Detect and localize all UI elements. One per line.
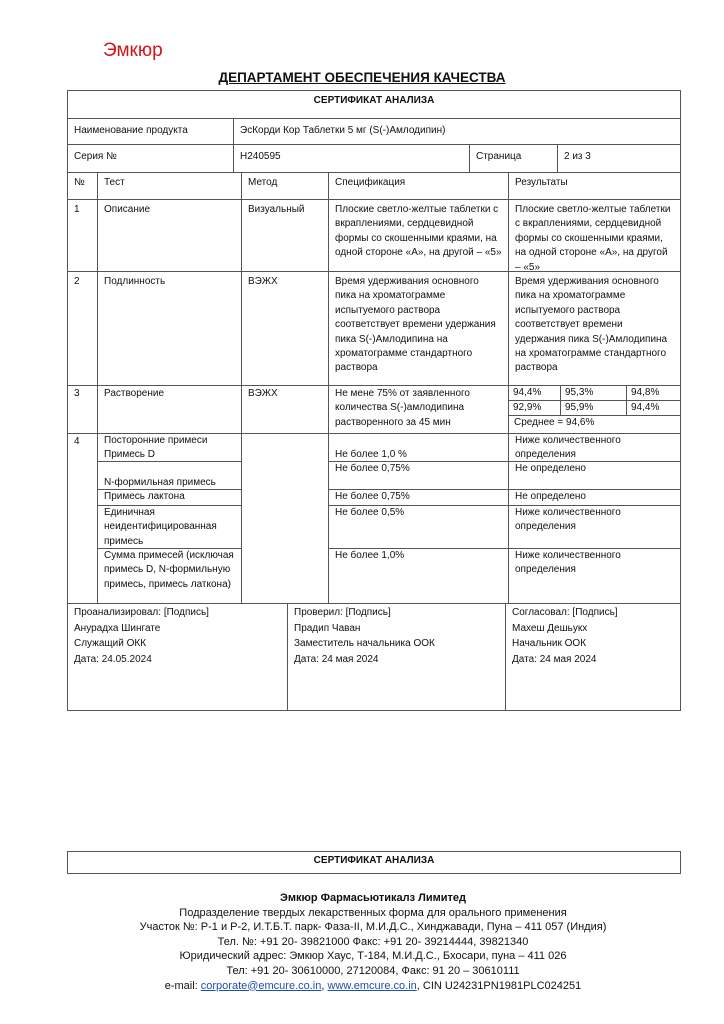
header-results: Результаты — [508, 172, 681, 200]
signature-name: Махеш Дешьукх — [512, 622, 588, 634]
impurity-test: Единичная неидентифицированная примесь — [97, 505, 242, 549]
email-link[interactable]: corporate@emcure.co.in — [200, 979, 322, 992]
dissolution-value: 92,9% — [508, 400, 561, 416]
row-spec: Плоские светло-желтые таблетки с вкраплениями, сердцевидной формы со скошенными краями, на одной стороне «А», на другой – «5» — [328, 199, 509, 272]
signature-date: Дата: 24 мая 2024 — [294, 653, 379, 665]
row-spec: Не мене 75% от заявленного количества S(-)амлодипина растворенного за 45 мин — [328, 385, 509, 434]
company-logo: Эмкюр — [103, 40, 163, 61]
footer — [0, 891, 724, 993]
footer-contacts — [0, 979, 724, 994]
row-test: Растворение — [97, 385, 242, 434]
signature-title: Заместитель начальника ООК — [294, 638, 435, 649]
dissolution-value: 94,4% — [626, 400, 681, 416]
footer-phone: Тел. №: +91 20- 39821000 Факс: +91 20- 39214444, 39821340 — [217, 935, 529, 948]
impurity-test: Посторонние примеси Примесь D — [97, 433, 242, 462]
signature-title: Служащий ОКК — [74, 638, 147, 649]
impurity-spec: Не более 0,75% — [328, 489, 509, 506]
row-result: Время удерживания основного пика на хроматограмме испытуемого раствора соответствует времени удержания пика S(-)Амлодипина на хроматограмме стандартного раствора — [508, 271, 681, 386]
header-no: № — [67, 172, 98, 200]
footer-certificate-title: СЕРТИФИКАТ АНАЛИЗА — [67, 851, 681, 874]
signature-checked — [287, 603, 506, 711]
dissolution-average: Среднее = 94,6% — [514, 417, 595, 428]
row-result: Плоские светло-желтые таблетки с вкраплениями, сердцевидной формы со скошенными краями, на одной стороне «А», на другой – «5» — [508, 199, 681, 272]
impurity-result: Не определено — [508, 489, 681, 506]
row-no: 4 — [67, 433, 98, 604]
impurity-result: Ниже количественного определения — [508, 548, 681, 604]
header-spec: Спецификация — [328, 172, 509, 200]
footer-legal-address: Юридический адрес: Эмкюр Хаус, Т-184, М.И.Д.С., Бхосари, пуна – 411 026 — [179, 950, 567, 963]
row-no: 2 — [67, 271, 98, 386]
row-method: Визуальный — [241, 199, 329, 272]
row-method: ВЭЖХ — [241, 271, 329, 386]
row-no: 3 — [67, 385, 98, 434]
email-prefix: e-mail: — [164, 979, 201, 992]
cin: , CIN U24231PN1981PLC024251 — [416, 979, 582, 992]
dissolution-value: 95,9% — [560, 400, 627, 416]
row-method: ВЭЖХ — [241, 385, 329, 434]
impurity-test: Примесь лактона — [97, 489, 242, 506]
signature-date: Дата: 24.05.2024 — [74, 653, 152, 665]
website-link[interactable]: www.emcure.co.in — [327, 979, 417, 992]
page-value: 2 из 3 — [557, 144, 681, 173]
department-title: ДЕПАРТАМЕНТ ОБЕСПЕЧЕНИЯ КАЧЕСТВА — [218, 70, 506, 85]
page-label: Страница — [469, 144, 558, 173]
impurity-result: Ниже количественного определения — [508, 505, 681, 549]
impurity-spec: Не более 1,0% — [328, 548, 509, 604]
row-spec: Время удерживания основного пика на хроматограмме испытуемого раствора соответствует времени удержания пика S(-)Амлодипина на хроматограмме стандартного раствора — [328, 271, 509, 386]
impurity-result: Ниже количественного определения — [508, 433, 681, 462]
separator: , — [321, 979, 328, 992]
footer-company: Эмкюр Фармасьютикалз Лимитед — [280, 892, 466, 904]
impurity-spec: Не более 0,5% — [328, 505, 509, 549]
impurity-result: Не определено — [508, 461, 681, 490]
signature-analyzed — [67, 603, 288, 711]
impurity-spec: Не более 1,0 % — [328, 433, 509, 462]
dissolution-value: 94,8% — [626, 385, 681, 401]
header-method: Метод — [241, 172, 329, 200]
header-test: Тест — [97, 172, 242, 200]
signature-title: Начальник ООК — [512, 638, 587, 649]
row-no: 1 — [67, 199, 98, 272]
impurity-test: Сумма примесей (исключая примесь D, N-формильную примесь, примесь латкона) — [97, 548, 242, 604]
signature-role: Проанализировал: [Подпись] — [74, 607, 209, 618]
series-value: H240595 — [233, 144, 470, 173]
footer-address: Участок №: P-1 и P-2, И.Т.Б.Т. парк- Фаза-II, М.И.Д.С., Хинджавади, Пуна – 411 057 (Индия) — [139, 921, 607, 934]
impurity-spec: Не более 0,75% — [328, 461, 509, 490]
signature-approved — [505, 603, 681, 711]
row-test: Подлинность — [97, 271, 242, 386]
product-label: Наименование продукта — [67, 118, 234, 145]
signature-role: Проверил: [Подпись] — [294, 607, 391, 618]
dissolution-value: 95,3% — [560, 385, 627, 401]
certificate-title: СЕРТИФИКАТ АНАЛИЗА — [67, 90, 681, 119]
dissolution-value: 94,4% — [508, 385, 561, 401]
product-value: ЭсКорди Кор Таблетки 5 мг (S(-)Амлодипин) — [233, 118, 681, 145]
signature-name: Прадип Чаван — [294, 622, 361, 634]
signature-role: Согласовал: [Подпись] — [512, 607, 618, 618]
signature-name: Анурадха Шингате — [74, 622, 161, 634]
series-label: Серия № — [67, 144, 234, 173]
impurity-test: N-формильная примесь — [97, 461, 242, 490]
signature-date: Дата: 24 мая 2024 — [512, 653, 597, 665]
row-method — [241, 433, 329, 604]
footer-division: Подразделение твердых лекарственных форма для орального применения — [179, 906, 567, 919]
row-test: Описание — [97, 199, 242, 272]
footer-phone2: Тел: +91 20- 30610000, 27120084, Факс: 91 20 – 30610111 — [226, 964, 520, 977]
